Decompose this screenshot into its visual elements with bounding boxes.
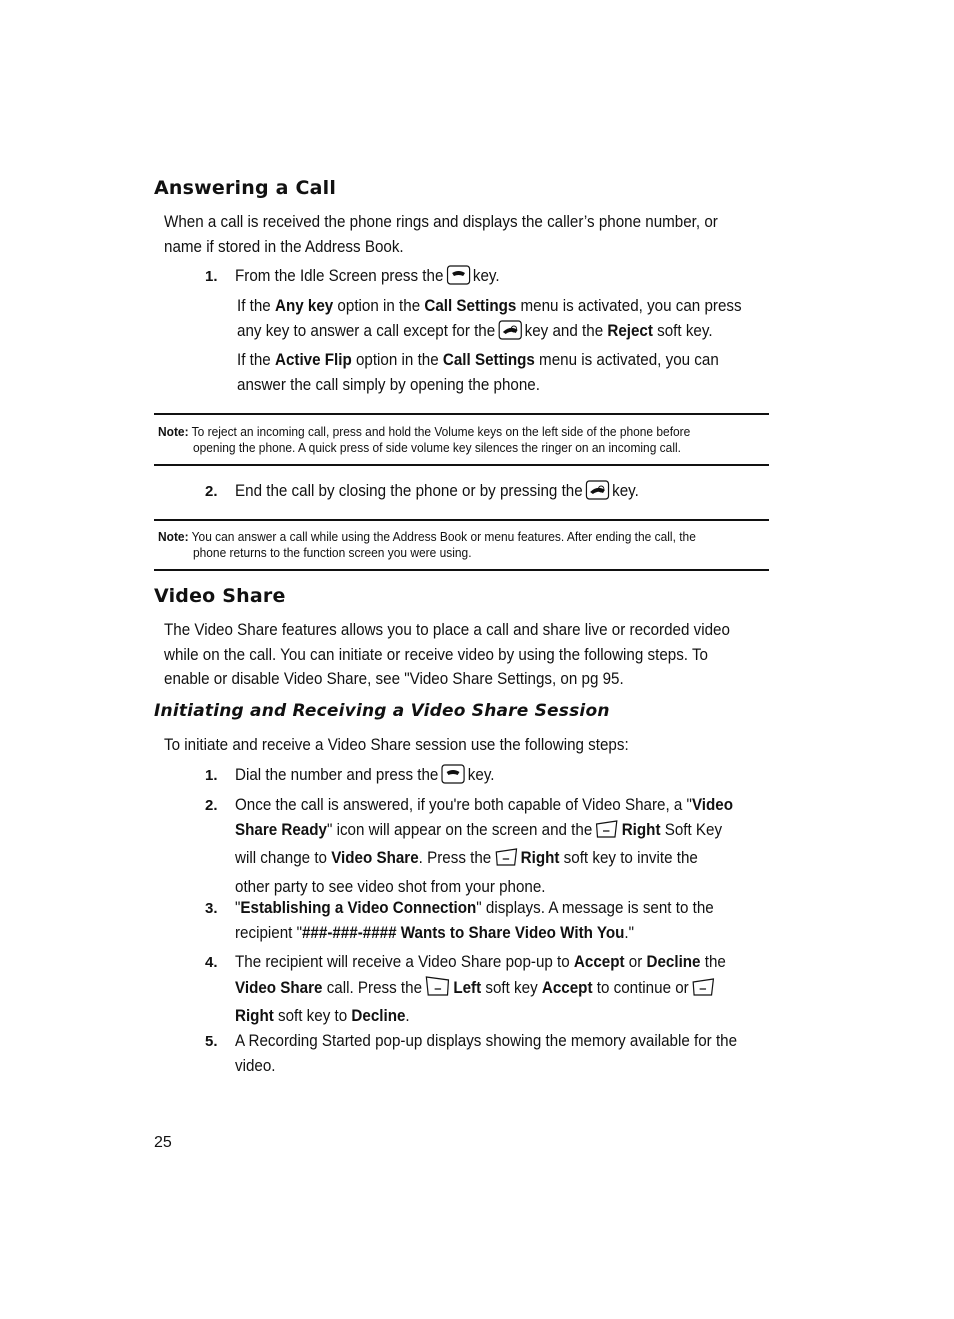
note-divider xyxy=(154,569,769,571)
send-key-icon xyxy=(441,764,465,792)
vs-step-4-text: The recipient will receive a Video Share pop-up to Accept or Decline the Video Share call. Press the Left soft key Accept to continue or Right soft key to Decline. xyxy=(235,953,726,1025)
note-divider xyxy=(154,464,769,466)
answering-intro xyxy=(164,210,718,259)
vs-step-5-text: A Recording Started pop-up displays showing the memory available for the video. xyxy=(235,1032,738,1075)
video-share-lead: To initiate and receive a Video Share session use the following steps: xyxy=(164,736,629,754)
step-2-text: End the call by closing the phone or by pressing the key. xyxy=(235,479,639,508)
subheading-initiating-receiving: Initiating and Receiving a Video Share Session xyxy=(154,701,610,721)
step-number: 1. xyxy=(205,268,218,285)
end-power-key-icon xyxy=(498,320,522,348)
active-flip-paragraph: If the Active Flip option in the Call Settings menu is activated, you can answer the call simply by opening the phone. xyxy=(237,351,719,394)
step-number: 1. xyxy=(205,767,218,784)
note-divider xyxy=(154,519,769,521)
section-heading-answering-a-call: Answering a Call xyxy=(154,177,337,199)
right-soft-key-icon xyxy=(494,847,518,875)
vs-step-3-text: "Establishing a Video Connection" displays. A message is sent to the recipient "###-###-#### Wants to Share Video With You." xyxy=(235,899,714,942)
note-divider xyxy=(154,413,769,415)
section-heading-video-share: Video Share xyxy=(154,585,286,607)
step-number: 2. xyxy=(205,483,218,500)
any-key-paragraph: If the Any key option in the Call Settings menu is activated, you can press any key to answer a call except for the key and the Reject soft key. xyxy=(237,294,742,347)
right-soft-key-icon xyxy=(691,977,715,1005)
step-number: 3. xyxy=(205,900,218,917)
video-share-intro: The Video Share features allows you to place a call and share live or recorded video while on the call. You can initiate or receive video by using the following steps. To enable or disable Video Share, see "Video Share Settings, on pg 95. xyxy=(164,621,730,688)
intro-line: name if stored in the Address Book. xyxy=(164,237,404,256)
step-1-text: From the Idle Screen press the key. xyxy=(235,264,500,293)
left-soft-key-icon xyxy=(425,975,451,1005)
vs-step-2-text: Once the call is answered, if you're both capable of Video Share, a "Video Share Ready" icon will appear on the screen and the Right Soft Key will change to Video Share. Press the Right soft key to invite the other party to see video shot from your phone. xyxy=(235,796,734,896)
right-soft-key-icon xyxy=(595,819,619,847)
note-reject-call: Note: To reject an incoming call, press and hold the Volume keys on the left side of the phone before opening the phone. A quick press of side volume key silences the ringer on an incoming call. xyxy=(158,424,691,455)
intro-line: When a call is received the phone rings and displays the caller’s phone number, or xyxy=(164,213,718,231)
step-number: 5. xyxy=(205,1033,218,1050)
end-power-key-icon xyxy=(585,480,609,508)
page-number: 25 xyxy=(154,1134,172,1151)
vs-step-1-text: Dial the number and press the key. xyxy=(235,763,495,792)
step-number: 2. xyxy=(205,797,218,814)
send-key-icon xyxy=(446,265,470,293)
note-answer-while-using: Note: You can answer a call while using the Address Book or menu features. After ending the call, the phone returns to the function screen you were using. xyxy=(158,529,696,560)
step-number: 4. xyxy=(205,954,218,971)
